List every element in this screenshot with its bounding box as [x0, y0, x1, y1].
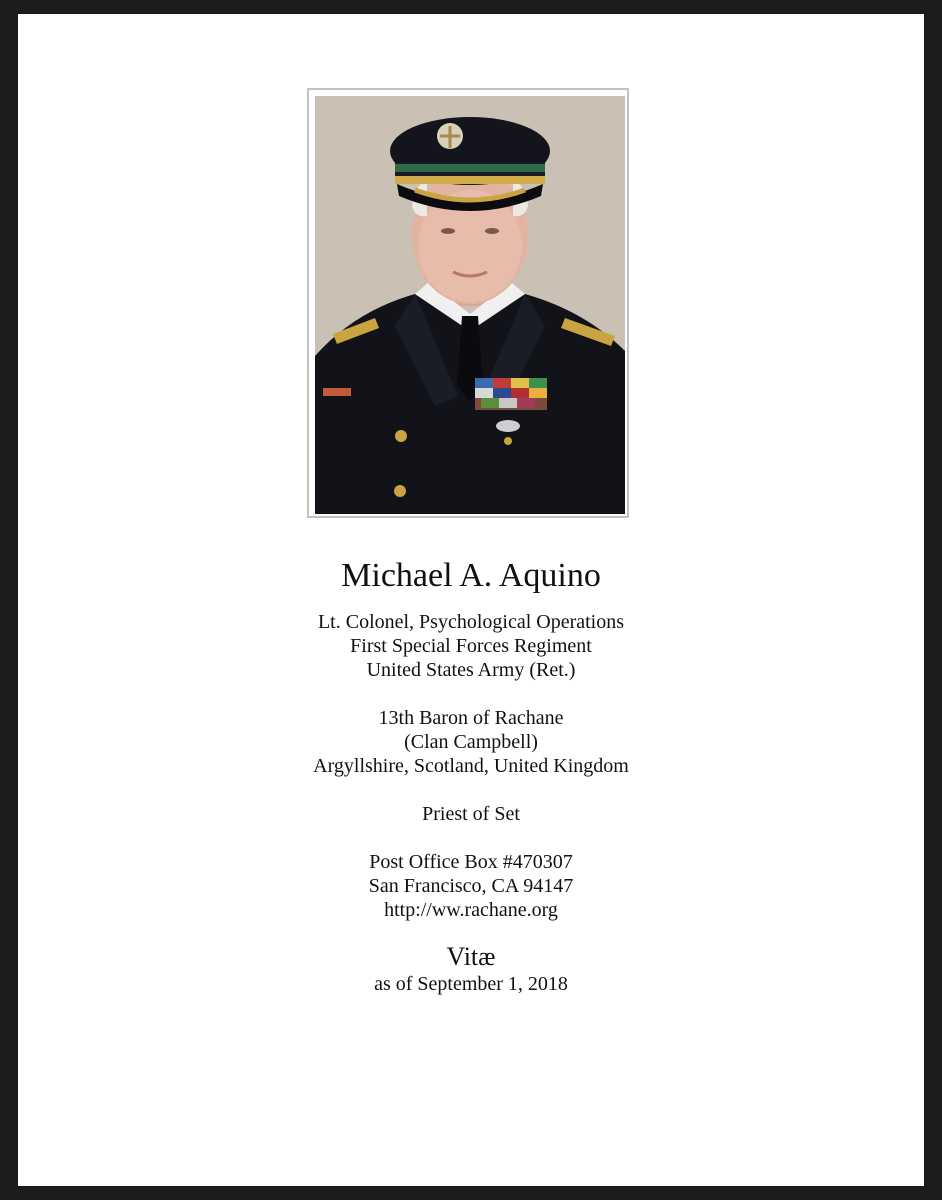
document-page: [18, 14, 924, 1186]
military-rank-block: [18, 610, 924, 682]
vitae-cover-text: [18, 554, 924, 1020]
nobility-title-block: [18, 706, 924, 778]
portrait-photo: [315, 96, 625, 514]
postal-city: San Francisco, CA 94147: [368, 875, 574, 897]
portrait-frame: [307, 88, 629, 518]
nobility-title: 13th Baron of Rachane: [378, 707, 564, 729]
vitae-title: Vitæ: [446, 942, 496, 971]
military-regiment: First Special Forces Regiment: [350, 635, 592, 657]
religious-block: [18, 802, 924, 826]
nobility-location: Argyllshire, Scotland, United Kingdom: [313, 755, 629, 777]
postal-box: Post Office Box #470307: [369, 851, 573, 873]
vitae-date: as of September 1, 2018: [374, 973, 568, 995]
person-name: Michael A. Aquino: [341, 557, 601, 594]
military-rank: Lt. Colonel, Psychological Operations: [317, 611, 625, 633]
religious-title: Priest of Set: [422, 803, 520, 825]
vitae-block: [18, 942, 924, 996]
military-branch: United States Army (Ret.): [366, 659, 576, 681]
clan-name: (Clan Campbell): [404, 731, 538, 753]
website-link[interactable]: http://ww.rachane.org: [384, 899, 558, 921]
contact-block: [18, 850, 924, 922]
